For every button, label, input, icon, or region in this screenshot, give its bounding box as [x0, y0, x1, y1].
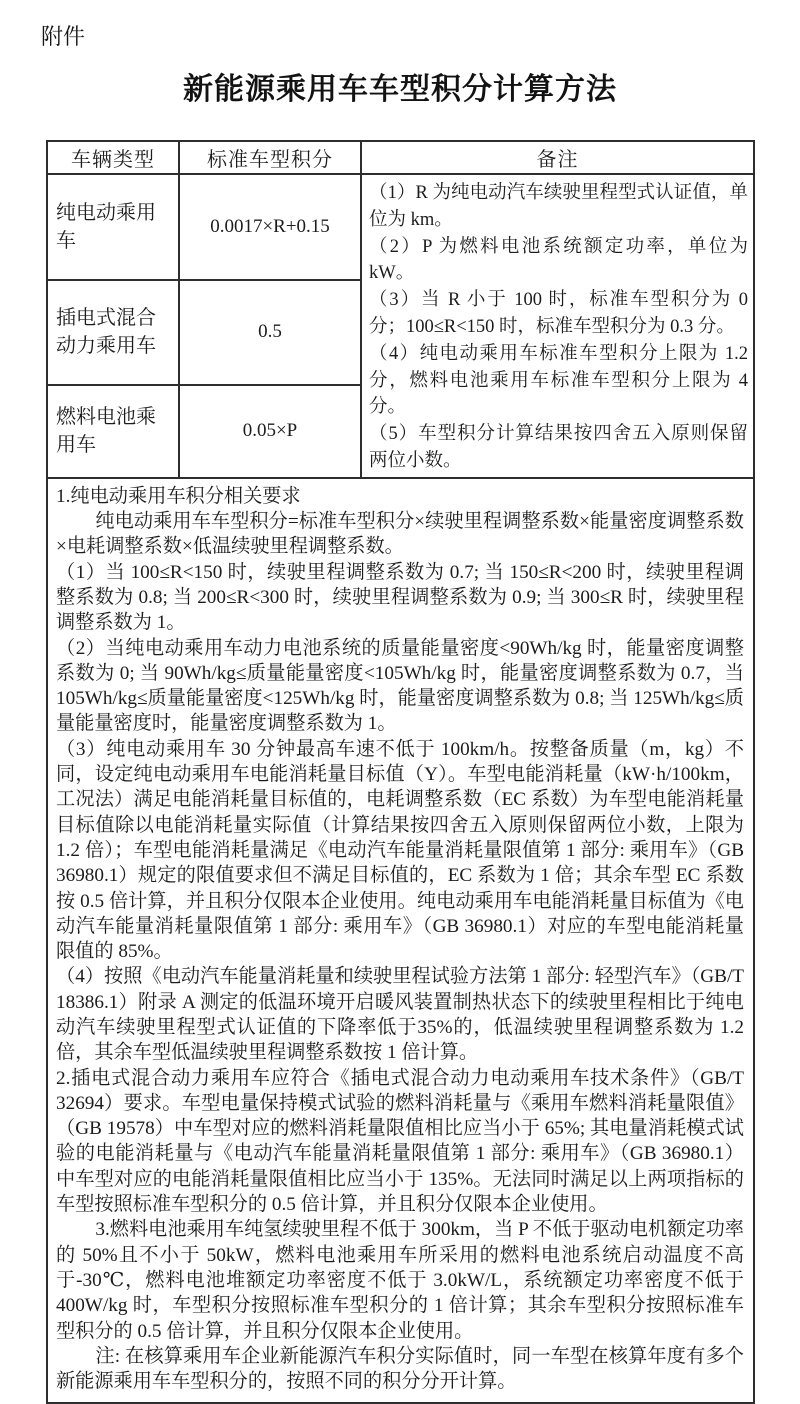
- remark-item: （4）纯电动乘用车标准车型积分上限为 1.2 分，燃料电池乘用车标准车型积分上限为 4 分。: [369, 343, 748, 418]
- remark-item: （1）R 为纯电动汽车续驶里程型式认证值，单位为 km。: [369, 183, 748, 230]
- vehicle-type-cell: 纯电动乘用车: [47, 174, 179, 280]
- body-paragraph: （1）当 100≤R<150 时，续驶里程调整系数为 0.7; 当 150≤R<200 时，续驶里程调整系数为 0.8; 当 200≤R<300 时，续驶里程调整系数为 0.9; 当 300≤R 时，续驶里程调整系数为 1。: [56, 561, 744, 634]
- remark-item: （5）车型积分计算结果按四舍五入原则保留两位小数。: [369, 424, 748, 471]
- col-header-standard-score: 标准车型积分: [179, 141, 361, 174]
- body-paragraph: 3.燃料电池乘用车纯氢续驶里程不低于 300km，当 P 不低于驱动电机额定功率的 50%且不小于 50kW，燃料电池乘用车所采用的燃料电池系统启动温度不高于-30℃，燃料电池堆额定功率密度不低于 3.0kW/L，系统额定功率密度不低于 400W/kg 时，车型积分按照标准车型积分的 1 倍计算；其余车型积分按照标准车型积分的 0.5 倍计算，并且积分仅限本企业使用。: [56, 1219, 744, 1342]
- score-cell: 0.05×P: [179, 385, 361, 478]
- body-paragraph: （2）当纯电动乘用车动力电池系统的质量能量密度<90Wh/kg 时，能量密度调整系数为 0; 当 90Wh/kg≤质量能量密度<105Wh/kg 时，能量密度调整系数为 0.7，当 105Wh/kg≤质量能量密度<125Wh/kg 时，能量密度调整系数为 0.8; 当 125Wh/kg≤质量能量密度时，能量密度调整系数为 1。: [56, 637, 744, 735]
- remark-item: （3）当 R 小于 100 时，标准车型积分为 0 分；100≤R<150 时，标准车型积分为 0.3 分。: [369, 290, 748, 337]
- points-table: [46, 140, 755, 1404]
- vehicle-type-cell: 燃料电池乘用车: [47, 385, 179, 478]
- body-paragraph: （3）纯电动乘用车 30 分钟最高车速不低于 100km/h。按整备质量（m，kg）不同，设定纯电动乘用车电能消耗量目标值（Y）。车型电能消耗量（kW·h/100km，工况法）满足电能消耗量目标值的，电耗调整系数（EC 系数）为车型电能消耗量目标值除以电能消耗量实际值（计算结果按四舍五入原则保留两位小数，上限为 1.2 倍）；车型电能消耗量满足《电动汽车能量消耗量限值第 1 部分: 乘用车》（GB 36980.1）规定的限值要求但不满足目标值的，EC 系数为 1 倍；其余车型 EC 系数按 0.5 倍计算，并且积分仅限本企业使用。纯电动乘用车电能消耗量目标值为《电动汽车能量消耗量限值第 1 部分: 乘用车》（GB 36980.1）对应的车型电能消耗量限值的 85%。: [56, 738, 744, 963]
- notes-cell: [47, 478, 754, 1404]
- body-paragraph: 1.纯电动乘用车积分相关要求: [56, 485, 301, 507]
- table-header-row: [47, 141, 754, 174]
- body-paragraph: （4）按照《电动汽车能量消耗量和续驶里程试验方法第 1 部分: 轻型汽车》（GB/T 18386.1）附录 A 测定的低温环境开启暖风装置制热状态下的续驶里程相比于纯电动汽车续驶里程型式认证值的下降率低于35%的，低温续驶里程调整系数为 1.2 倍，其余车型低温续驶里程调整系数按 1 倍计算。: [56, 966, 744, 1064]
- score-cell: 0.5: [179, 280, 361, 386]
- notes-row: [47, 478, 754, 1404]
- remark-item: （2）P 为燃料电池系统额定功率，单位为 kW。: [369, 236, 748, 284]
- body-paragraph: 纯电动乘用车车型积分=标准车型积分×续驶里程调整系数×能量密度调整系数×电耗调整系数×低温续驶里程调整系数。: [56, 511, 744, 558]
- remarks-cell: [361, 174, 754, 478]
- page-title: 新能源乘用车车型积分计算方法: [183, 73, 617, 106]
- attachment-label: 附件: [41, 24, 86, 49]
- body-paragraph: 2.插电式混合动力乘用车应符合《插电式混合动力电动乘用车技术条件》（GB/T 32694）要求。车型电量保持模式试验的燃料消耗量与《乘用车燃料消耗量限值》（GB 19578）中车型对应的燃料消耗量限值相比应当小于 65%; 其电量消耗模式试验的电能消耗量与《电动汽车能量消耗量限值第 1 部分: 乘用车》（GB 36980.1）中车型对应的电能消耗量限值相比应当小于 135%。无法同时满足以上两项指标的车型按照标准车型积分的 0.5 倍计算，并且积分仅限本企业使用。: [56, 1067, 744, 1216]
- vehicle-type-cell: 插电式混合动力乘用车: [47, 280, 179, 386]
- table-row-bev: [47, 174, 754, 280]
- body-paragraph: 注: 在核算乘用车企业新能源汽车积分实际值时，同一车型在核算年度有多个新能源乘用车车型积分的，按照不同的积分分开计算。: [56, 1345, 744, 1393]
- col-header-remarks: 备注: [361, 141, 754, 174]
- col-header-vehicle-type: 车辆类型: [47, 141, 179, 174]
- score-cell: 0.0017×R+0.15: [179, 174, 361, 280]
